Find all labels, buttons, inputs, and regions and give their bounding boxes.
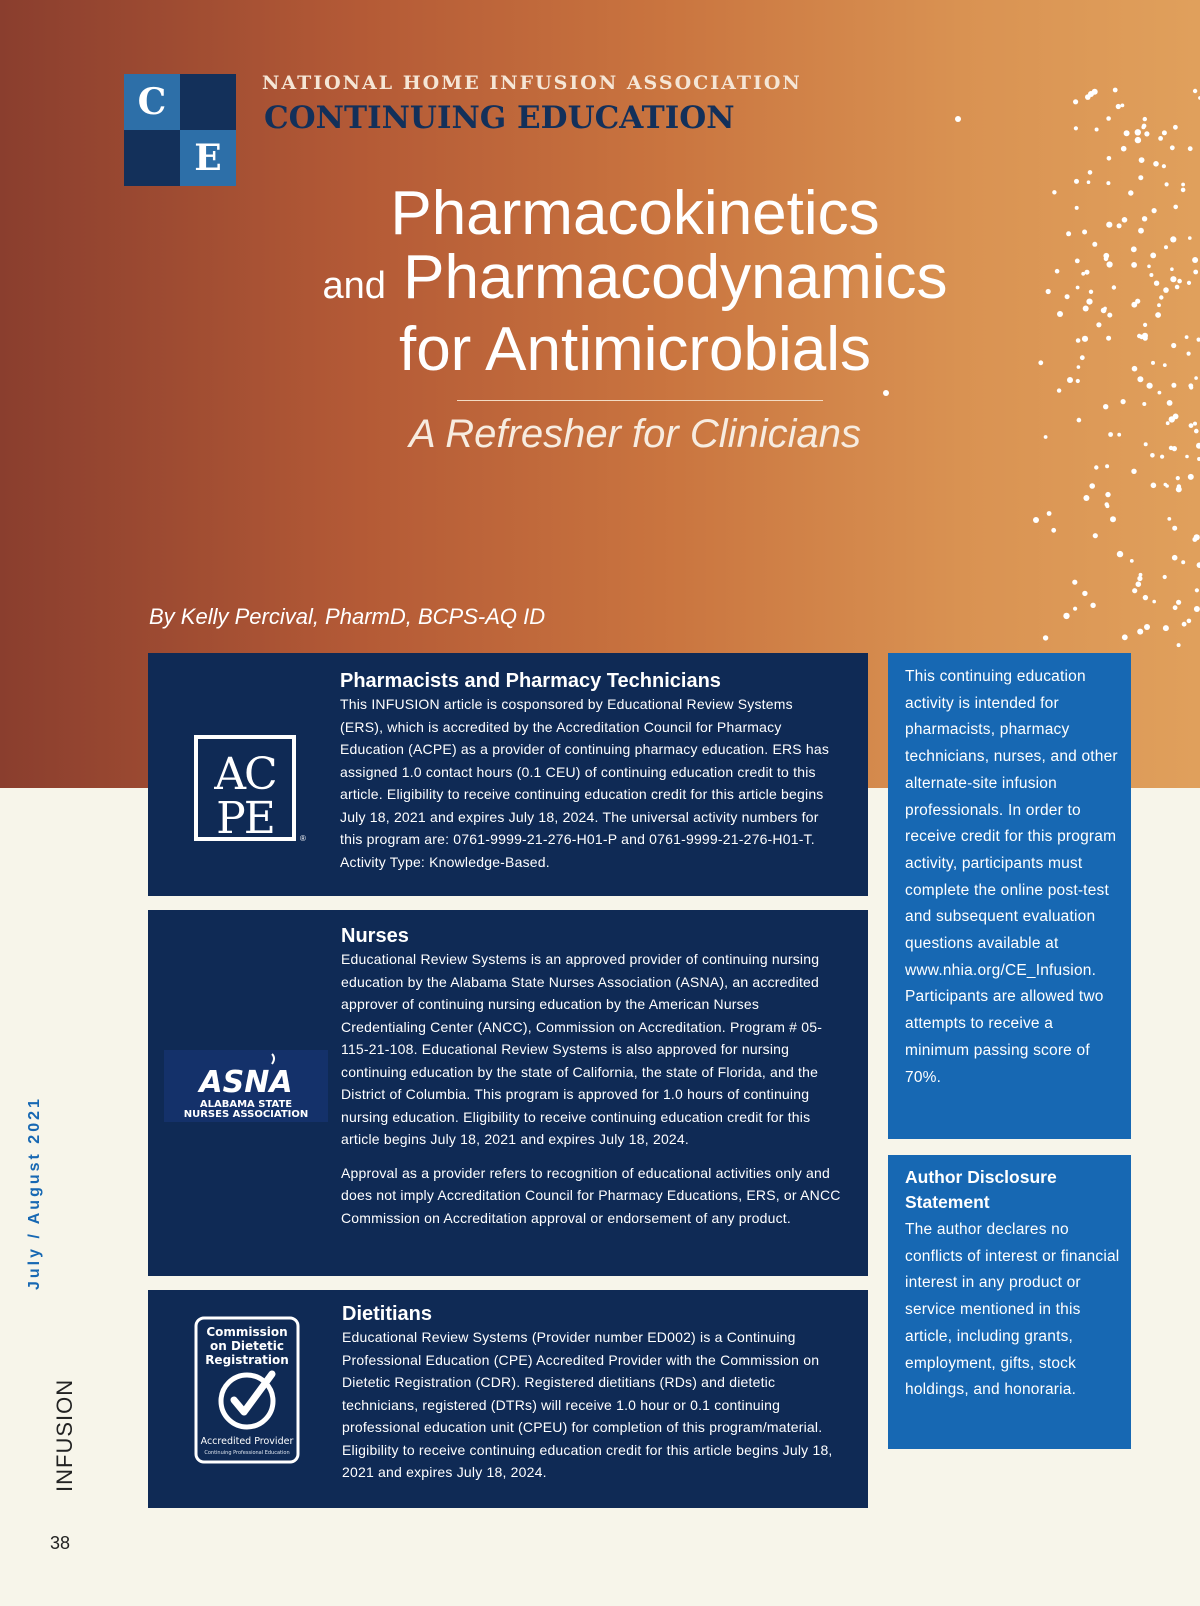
decorative-dot (1096, 322, 1101, 327)
decorative-dot (1144, 131, 1149, 136)
decorative-dot (1147, 383, 1153, 389)
decorative-dot (1090, 603, 1095, 608)
decorative-dot (1170, 267, 1174, 271)
decorative-dot (955, 116, 961, 122)
decorative-dot (1130, 559, 1134, 563)
disclosure-body: The author declares no conflicts of interest or financial interest in any product or service mentioned in this article, including grants, employment, gifts, stock holdings, and honoraria. (905, 1221, 1120, 1399)
decorative-dot (1082, 336, 1088, 342)
decorative-dot (1157, 303, 1161, 307)
decorative-dot (1195, 588, 1199, 592)
decorative-dot (1196, 443, 1200, 449)
decorative-dot (1137, 629, 1143, 635)
decorative-dot (1144, 624, 1150, 630)
decorative-dot (1135, 137, 1141, 143)
decorative-dot (1163, 287, 1169, 293)
decorative-dot (1176, 486, 1182, 492)
cdr-logo-line-1: Commission (206, 1325, 288, 1339)
decorative-dot (1194, 376, 1198, 380)
decorative-dot (1171, 383, 1176, 388)
decorative-dot (1086, 299, 1092, 305)
title-line-1: Pharmacokinetics (390, 179, 880, 248)
decorative-dot (1033, 517, 1039, 523)
decorative-dot (1139, 335, 1144, 340)
decorative-dot (1051, 528, 1056, 533)
decorative-dot (1117, 551, 1123, 557)
disclosure-heading: Author Disclosure Statement (905, 1167, 1057, 1212)
decorative-dot (1106, 116, 1111, 121)
magazine-name: INFUSION (52, 1378, 77, 1492)
decorative-dot (1083, 306, 1089, 312)
decorative-dot (1088, 170, 1093, 175)
decorative-dot (1158, 136, 1163, 141)
decorative-dot (1181, 560, 1185, 564)
decorative-dot (1131, 246, 1137, 252)
title-and: and (322, 265, 386, 307)
decorative-dot (1143, 595, 1148, 600)
cdr-logo-line-5: Continuing Professional Education (204, 1450, 290, 1456)
cdr-logo-line-3: Registration (205, 1353, 289, 1367)
decorative-dot (1152, 600, 1156, 604)
decorative-dot (1122, 634, 1128, 640)
decorative-dot (1173, 125, 1178, 130)
decorative-dot (1163, 363, 1167, 367)
author-disclosure-box (888, 1155, 1131, 1449)
decorative-dot (1164, 483, 1168, 487)
page-number: 38 (50, 1533, 71, 1553)
decorative-dot (1082, 591, 1087, 596)
decorative-dot (1116, 104, 1121, 109)
title-line-2-text: Pharmacodynamics (403, 243, 948, 312)
nurses-heading: Nurses (341, 925, 409, 947)
nurses-body-1: Educational Review Systems is an approved provider of continuing nursing education by the Alabama State Nurses Association (ASNA), an accredited approver of continuing nursing education by the American Nurses Credentialing Center (ANCC), Commission on Accreditation. Program # 05-115-21-108. Educational Review Systems is also approved for nursing continuing education by the state of California, the state of Florida, and the District of Columbia. This program is approved for 1.0 hours of continuing nursing education. Eligibility to receive continuing education credit for this article begins July 18, 2021 and expires July 18, 2024. (341, 951, 823, 1147)
decorative-dot (1139, 573, 1143, 577)
decorative-dot (1194, 606, 1200, 612)
ce-activity-info-text: This continuing education activity is intended for pharmacists, pharmacy technicians, nurses, and other alternate-site infusion professionals. In order to receive credit for this program activity, participants must complete the online post-test and subsequent evaluation questions available at www.nhia.org/CE_Infusion. Participants are allowed two attempts to receive a minimum passing score of 70%. (905, 668, 1118, 1086)
decorative-dot (1121, 146, 1127, 152)
decorative-dot (1105, 464, 1109, 468)
decorative-dot (1132, 588, 1137, 593)
decorative-dot (1193, 89, 1197, 93)
decorative-dot (1193, 422, 1197, 426)
ce-logo-block (180, 74, 236, 130)
decorative-dot (1137, 576, 1142, 581)
dietitians-text (342, 1302, 842, 1484)
decorative-dot (1151, 361, 1155, 365)
decorative-dot (1176, 600, 1181, 605)
decorative-dot (1080, 355, 1085, 360)
decorative-dot (1158, 391, 1162, 395)
decorative-dot (1160, 455, 1164, 459)
decorative-dot (1077, 418, 1082, 423)
decorative-dot (1150, 253, 1156, 259)
decorative-dot (1181, 188, 1186, 193)
ce-logo-block (124, 130, 180, 186)
dietitians-body: Educational Review Systems (Provider number ED002) is a Continuing Professional Education (CPE) Accredited Provider with the Commission on Dietetic Registration (CDR). Registered dietitians (RDs) and dietetic technicians, registered (DTRs) will receive 1.0 hour or 0.1 continuing professional education unit (CPEU) for completion of this program/material. Eligibility to receive continuing education credit for this article begins July 18, 2021 and expires July 18, 2024. (342, 1329, 833, 1480)
decorative-dot (1072, 580, 1077, 585)
acpe-logo-top: AC (214, 749, 276, 800)
decorative-dot (1128, 190, 1133, 195)
acpe-logo (192, 733, 306, 844)
decorative-dot (1121, 399, 1126, 404)
decorative-dot (1170, 276, 1176, 282)
decorative-dot (1107, 261, 1113, 267)
decorative-dot (1141, 125, 1145, 129)
decorative-dot (1117, 223, 1122, 228)
pharmacists-heading: Pharmacists and Pharmacy Technicians (340, 670, 721, 692)
decorative-dot (1170, 236, 1176, 242)
decorative-dot (1151, 483, 1157, 489)
article-subtitle: A Refresher for Clinicians (408, 412, 861, 456)
decorative-dot (1150, 453, 1155, 458)
cdr-logo-line-2: on Dietetic (209, 1339, 285, 1353)
decorative-dot (1172, 555, 1178, 561)
decorative-dot (1163, 625, 1169, 631)
decorative-dot (1142, 216, 1147, 221)
decorative-dot (1197, 338, 1200, 342)
decorative-dot (1182, 622, 1187, 627)
decorative-dot (1167, 400, 1173, 406)
ce-logo-e: E (180, 130, 236, 186)
decorative-dot (1131, 302, 1137, 308)
decorative-dot (1117, 433, 1121, 437)
decorative-dot (1074, 179, 1079, 184)
decorative-dot (1075, 259, 1080, 264)
dietitians-accreditation-box (148, 1290, 868, 1508)
decorative-dot (1137, 376, 1143, 382)
decorative-dot (1144, 442, 1148, 446)
decorative-dot (1103, 404, 1108, 409)
decorative-dot (1143, 323, 1147, 327)
decorative-dot (1063, 613, 1069, 619)
decorative-dot (1187, 619, 1192, 624)
decorative-dot (1185, 335, 1189, 339)
decorative-dot (1139, 157, 1145, 163)
pharmacists-accreditation-box (148, 653, 868, 896)
decorative-dot (1092, 242, 1097, 247)
decorative-dot (1187, 352, 1191, 356)
decorative-dot (1167, 517, 1171, 521)
decorative-dot (1163, 575, 1167, 579)
ce-logo-c: C (124, 74, 180, 130)
decorative-dot (1105, 502, 1109, 506)
pharmacists-text (340, 669, 840, 873)
decorative-dot (1106, 181, 1110, 185)
acpe-logo-bottom: PE (216, 793, 274, 844)
decorative-dot (1087, 180, 1091, 184)
decorative-dot (1082, 230, 1087, 235)
decorative-dot (1176, 476, 1180, 480)
decorative-dot (1107, 156, 1112, 161)
decorative-dot (1159, 295, 1163, 299)
decorative-dot (1124, 130, 1130, 136)
title-line-3: for Antimicrobials (398, 315, 872, 384)
decorative-dot (1177, 643, 1181, 647)
decorative-dot (1188, 146, 1193, 151)
decorative-dot (1077, 365, 1081, 369)
decorative-dot (1192, 257, 1198, 263)
decorative-dot (1043, 635, 1048, 640)
decorative-dot (1181, 183, 1185, 187)
decorative-dot (1155, 312, 1161, 318)
decorative-dot (1112, 285, 1116, 289)
dietitians-heading: Dietitians (342, 1303, 433, 1325)
decorative-dot (1171, 343, 1176, 348)
decorative-dot (1095, 128, 1099, 132)
asna-logo-subtext-2: NURSES ASSOCIATION (183, 1109, 309, 1120)
nurses-accreditation-box (148, 910, 868, 1276)
decorative-dot (1177, 279, 1182, 284)
registered-mark: ® (300, 834, 306, 843)
decorative-dot (1153, 161, 1159, 167)
decorative-dot (1175, 285, 1180, 290)
decorative-dot (1076, 286, 1080, 290)
asna-logo-text: ASNA (199, 1065, 293, 1100)
author-byline: By Kelly Percival, PharmD, BCPS-AQ ID (149, 604, 546, 629)
decorative-dot (1165, 182, 1169, 186)
decorative-dot (1194, 534, 1200, 540)
decorative-dot (1185, 455, 1189, 459)
decorative-dot (1131, 262, 1137, 268)
decorative-dot (1131, 469, 1136, 474)
decorative-dot (1057, 388, 1061, 392)
pharmacists-body: This INFUSION article is cosponsored by Educational Review Systems (ERS), which is accredited by the Accreditation Council for Pharmacy Education (ACPE) as a provider of continuing pharmacy education. ERS has assigned 1.0 contact hours (0.1 CEU) of continuing education credit to this article. Eligibility to receive continuing education credit for this article begins July 18, 2021 and expires July 18, 2024. The universal activity numbers for this program are: 0761-9999-21-276-H01-P and 0761-9999-21-276-H01-T. Activity Type: Knowledge-Based. (340, 696, 830, 870)
decorative-dot (1094, 465, 1098, 469)
decorative-dot (1172, 526, 1177, 531)
decorative-dot (1113, 88, 1118, 93)
decorative-dot (1106, 336, 1111, 341)
ce-activity-info-box (888, 653, 1131, 1139)
decorative-dot (1088, 91, 1094, 97)
decorative-dot (1138, 228, 1144, 234)
decorative-dot (1166, 421, 1170, 425)
decorative-dot (1188, 474, 1194, 480)
decorative-dot (1147, 265, 1151, 269)
decorative-dot (1076, 379, 1080, 383)
decorative-dot (1162, 130, 1167, 135)
decorative-dot (1104, 257, 1109, 262)
nurses-body-2: Approval as a provider refers to recognition of educational activities only and does not imply Accreditation Council for Pharmacy Educations, ERS, or ANCC Commission on Accreditation approval or endorsement of any product. (341, 1164, 841, 1226)
decorative-dot (1173, 605, 1178, 610)
decorative-dot (1135, 129, 1141, 135)
organization-name: NATIONAL HOME INFUSION ASSOCIATION (262, 72, 802, 94)
decorative-dot (1194, 429, 1199, 434)
decorative-dot (1138, 175, 1143, 180)
decorative-dot (1142, 402, 1146, 406)
decorative-dot (1152, 208, 1157, 213)
ce-logo (124, 74, 236, 186)
decorative-dot (1188, 236, 1192, 240)
decorative-dot (1173, 205, 1178, 210)
decorative-dot (1089, 483, 1095, 489)
asna-logo-subtext-1: ALABAMA STATE (199, 1099, 293, 1110)
nurses-text (341, 924, 846, 1229)
decorative-dot (883, 390, 889, 396)
decorative-dot (1154, 281, 1159, 286)
section-title: CONTINUING EDUCATION (264, 100, 735, 136)
decorative-dot (1047, 511, 1052, 516)
decorative-dot (1108, 432, 1113, 437)
decorative-dot (1162, 164, 1166, 168)
decorative-dot (1173, 414, 1179, 420)
decorative-dot (1073, 607, 1077, 611)
decorative-dot (1106, 222, 1112, 228)
article-title (200, 179, 1070, 384)
decorative-dot (1083, 495, 1089, 501)
decorative-dot (1187, 281, 1191, 285)
decorative-dot (1107, 313, 1112, 318)
decorative-dot (1075, 206, 1079, 210)
decorative-dot (1076, 338, 1081, 343)
decorative-dot (1143, 117, 1147, 121)
decorative-dot (1089, 290, 1093, 294)
decorative-dot (1197, 562, 1200, 568)
decorative-dot (1136, 581, 1142, 587)
decorative-dot (1189, 423, 1194, 428)
decorative-dot (1169, 446, 1173, 450)
decorative-dot (1103, 307, 1107, 311)
decorative-dot (1110, 516, 1116, 522)
decorative-dot (1189, 385, 1193, 389)
decorative-dot (1105, 492, 1110, 497)
cdr-logo-line-4: Accredited Provider (200, 1436, 294, 1447)
decorative-dot (1149, 273, 1153, 277)
decorative-dot (1073, 99, 1078, 104)
decorative-dot (1122, 217, 1128, 223)
decorative-dot (1085, 270, 1090, 275)
decorative-dot (1074, 126, 1078, 130)
cdr-logo (194, 1316, 300, 1464)
decorative-dot (1170, 145, 1175, 150)
title-line-2 (200, 243, 1070, 318)
issue-date: July / August 2021 (26, 1096, 43, 1290)
decorative-dot (1121, 104, 1125, 108)
decorative-dot (1164, 245, 1168, 249)
decorative-dot (1093, 533, 1098, 538)
decorative-dot (1132, 366, 1138, 372)
title-divider (457, 400, 823, 401)
asna-logo (164, 1050, 328, 1122)
decorative-dot (1193, 270, 1198, 275)
